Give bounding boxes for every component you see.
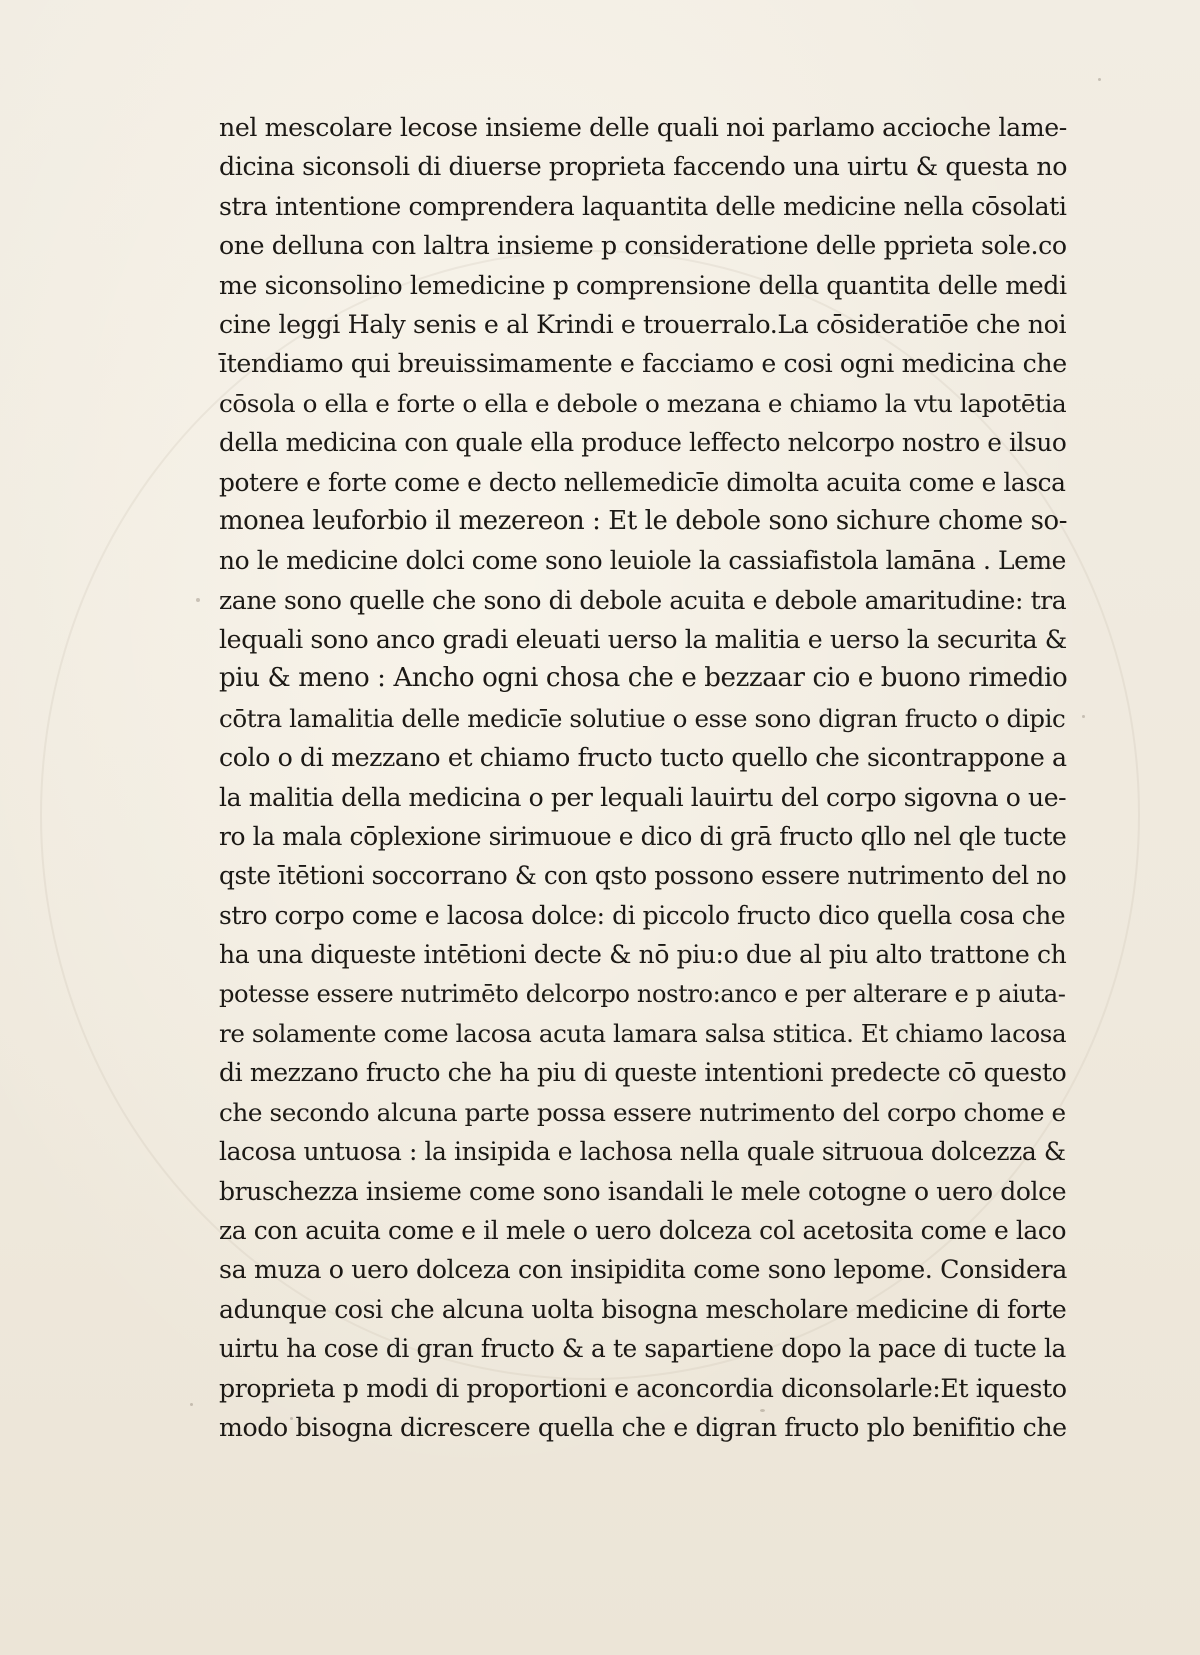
text-line: ītendiamo qui breuissimamente e facciamo e cosi ogni medicina che <box>219 349 1067 379</box>
text-line: dicina siconsoli di diuerse proprieta faccendo una uirtu & questa no <box>219 152 1068 182</box>
text-line: monea leuforbio il mezereon : Et le debole sono sichure chome so- <box>219 505 1068 536</box>
text-line: adunque cosi che alcuna uolta bisogna mescholare medicine di forte <box>219 1294 1067 1324</box>
text-line: bruschezza insieme come sono isandali le mele cotogne o uero dolce <box>219 1176 1067 1206</box>
text-line: stra intentione comprendera laquantita delle medicine nella cōsolati <box>219 191 1067 221</box>
text-line: cine leggi Haly senis e al Krindi e trouerralo.La cōsideratiōe che noi <box>219 309 1067 339</box>
text-line: piu & meno : Ancho ogni chosa che e bezzaar cio e buono rimedio <box>219 663 1068 694</box>
text-line: potesse essere nutrimēto delcorpo nostro:anco e per alterare e p aiuta- <box>219 979 1066 1008</box>
text-line: no le medicine dolci come sono leuiole la cassiafistola lamāna . Leme <box>219 546 1067 576</box>
text-line: qste ītētioni soccorrano & con qsto possono essere nutrimento del no <box>219 861 1067 891</box>
paper-fleck <box>190 1403 193 1406</box>
text-line: lequali sono anco gradi eleuati uerso la malitia e uerso la securita & <box>219 625 1067 655</box>
text-line: la malitia della medicina o per lequali lauirtu del corpo sigovna o ue- <box>219 782 1067 812</box>
text-line: modo bisogna dicrescere quella che e digran fructo plo benifitio che <box>219 1412 1067 1442</box>
text-line: me siconsolino lemedicine p comprensione della quantita delle medi <box>219 270 1067 300</box>
text-line: potere e forte come e decto nellemedicīe dimolta acuita come e lasca <box>219 467 1066 497</box>
text-line: uirtu ha cose di gran fructo & a te sapartiene dopo la pace di tucte la <box>219 1334 1066 1364</box>
text-line: stro corpo come e lacosa dolce: di piccolo fructo dico quella cosa che <box>219 900 1066 930</box>
text-line: one delluna con laltra insieme p consideratione delle pprieta sole.co <box>219 231 1067 261</box>
paper-fleck <box>1098 78 1101 81</box>
text-line: proprieta p modi di proportioni e aconcordia diconsolarle:Et iquesto <box>219 1373 1067 1403</box>
text-line: cōtra lamalitia delle medicīe solutiue o esse sono digran fructo o dipic <box>219 703 1066 733</box>
text-line: sa muza o uero dolceza con insipidita come sono lepome. Considera <box>219 1254 1067 1285</box>
text-line: za con acuita come e il mele o uero dolceza col acetosita come e laco <box>219 1215 1067 1245</box>
text-line: di mezzano fructo che ha piu di queste intentioni predecte cō questo <box>219 1058 1067 1088</box>
text-line: che secondo alcuna parte possa essere nutrimento del corpo chome e <box>219 1097 1066 1127</box>
text-line: della medicina con quale ella produce leffecto nelcorpo nostro e ilsuo <box>219 428 1067 458</box>
text-line: colo o di mezzano et chiamo fructo tucto quello che sicontrappone a <box>219 743 1067 773</box>
body-text <box>219 108 1069 1447</box>
text-line: cōsola o ella e forte o ella e debole o mezana e chiamo la vtu lapotētia <box>219 388 1067 418</box>
text-line: ro la mala cōplexione sirimuoue e dico di grā fructo qllo nel qle tucte <box>219 822 1067 852</box>
text-line: ha una diqueste intētioni decte & nō piu:o due al piu alto trattone ch <box>219 940 1067 970</box>
text-line: lacosa untuosa : la insipida e lachosa nella quale sitruoua dolcezza & <box>219 1137 1066 1167</box>
text-line: re solamente come lacosa acuta lamara salsa stitica. Et chiamo lacosa <box>219 1018 1067 1048</box>
paper-fleck <box>1082 715 1085 718</box>
text-line: zane sono quelle che sono di debole acuita e debole amaritudine: tra <box>219 585 1067 615</box>
paper-fleck <box>196 598 200 602</box>
text-line: nel mescolare lecose insieme delle quali noi parlamo accioche lame- <box>219 113 1067 142</box>
